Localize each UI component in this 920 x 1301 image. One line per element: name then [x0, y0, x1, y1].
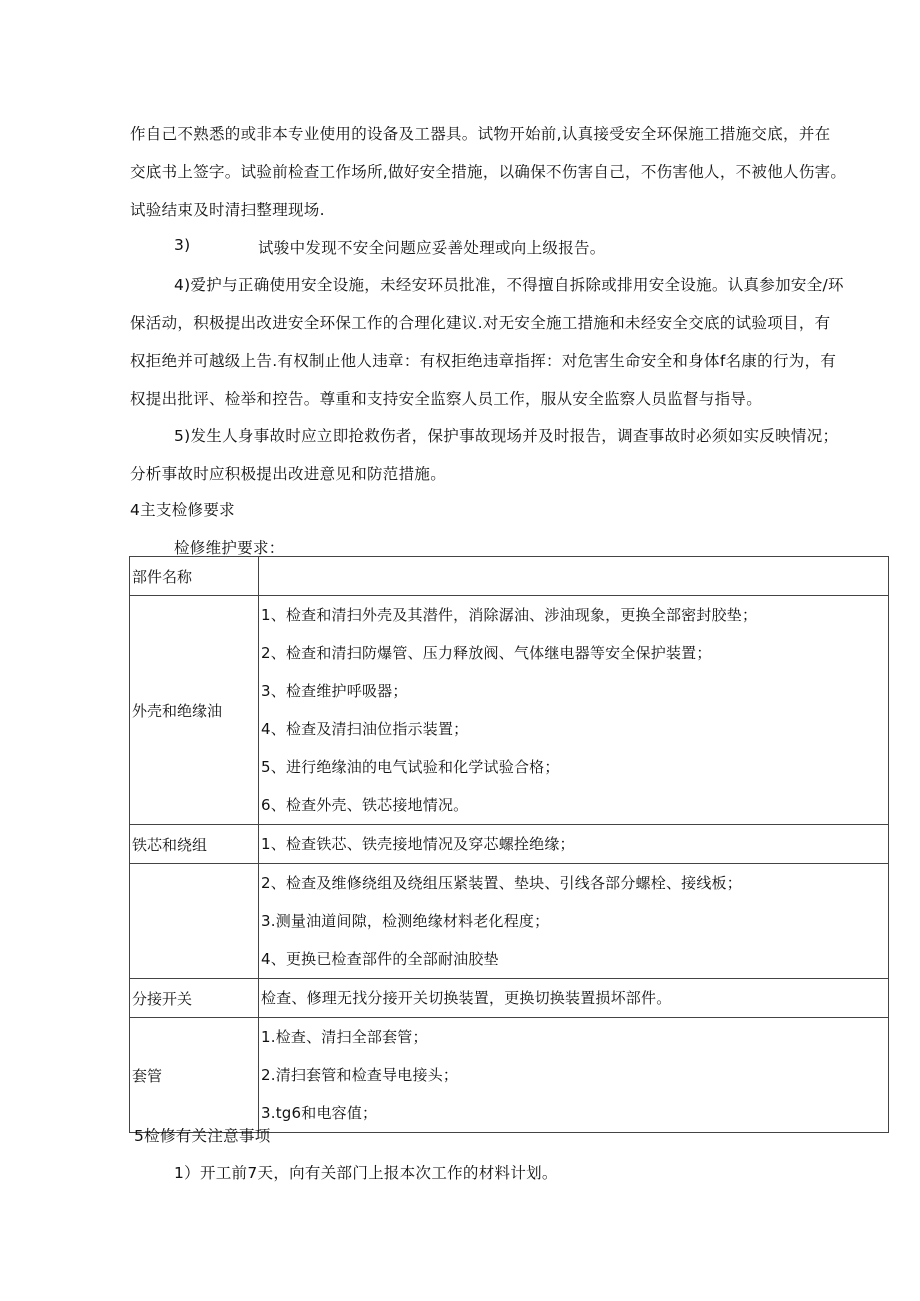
requirement-item: 4、检查及清扫油位指示装置；: [261, 720, 469, 738]
paragraph-line: 5)发生人身事故时应立即抢救伤者，保护事故现场并及时报告，调查事故时必须如实反映情况；: [174, 427, 839, 445]
table-row: [130, 825, 889, 864]
requirements-cell: [259, 864, 889, 979]
requirement-item: 检查、修理无找分接开关切换装置，更换切换装置损坏部件。: [261, 989, 672, 1007]
component-name: 铁芯和绕组: [130, 825, 259, 864]
paragraph-line: 作自己不熟悉的或非本专业使用的设备及工器具。试物开始前,认真接受安全环保施工措施交底，并在: [130, 125, 831, 143]
paragraph-line: 交底书上签字。试验前检查工作场所,做好安全措施，以确保不伤害自己，不伤害他人，不被他人伤害。: [130, 163, 847, 181]
requirement-item: 4、更换已检查部件的全部耐油胶垫: [261, 950, 499, 968]
requirement-item: 2、检查及维修绕组及绕组压紧装置、垫块、引线各部分螺栓、接线板；: [261, 874, 742, 892]
list-item-text: 试骏中发现不安全问题应妥善处理或向上级报告。: [258, 239, 606, 257]
table-header-cell: [259, 557, 889, 596]
requirement-item: 3.测量油道间隙，检测绝缘材料老化程度；: [261, 912, 550, 930]
requirements-cell: [259, 596, 889, 825]
section-heading: 4主支检修要求: [130, 501, 235, 519]
component-name: 套管: [130, 1018, 259, 1133]
maintenance-table: [129, 556, 889, 1133]
list-item-number: 3): [174, 236, 191, 254]
requirement-item: 1、检查和清扫外壳及其潜件，消除潺油、涉油现象，更换全部密封胶垫；: [261, 606, 758, 624]
paragraph-line: 权拒绝并可越级上告.有权制止他人违章：有权拒绝违章指挥：对危害生命安全和身体f名康的行为，有: [130, 352, 837, 370]
list-item-text: 1）开工前7天，向有关部门上报本次工作的材料计划。: [174, 1164, 558, 1182]
section-subheading: 检修维护要求：: [174, 539, 285, 557]
table-row: [130, 979, 889, 1018]
requirement-item: 2.清扫套管和检查导电接头；: [261, 1066, 459, 1084]
requirement-item: 1、检查铁芯、铁壳接地情况及穿芯螺拴绝缘；: [261, 835, 575, 853]
paragraph-line: 权提出批评、检举和控告。尊重和支持安全监察人员工作，服从安全监察人员监督与指导。: [130, 390, 763, 408]
component-name: 外壳和绝缘油: [130, 596, 259, 825]
table-header-row: [130, 557, 889, 596]
table-header-cell: 部件名称: [130, 557, 259, 596]
paragraph-line: 4)爱护与正确使用安全设施，未经安环员批准，不得擅自拆除或排用安全设施。认真参加安全/环: [174, 276, 844, 294]
section-heading: 5检修有关注意事项: [134, 1127, 271, 1145]
table-row: [130, 864, 889, 979]
requirement-item: 3、检查维护呼吸器；: [261, 682, 408, 700]
requirements-cell: [259, 1018, 889, 1133]
requirement-item: 6、检查外壳、铁芯接地情况。: [261, 796, 469, 814]
component-name: 分接开关: [130, 979, 259, 1018]
table-row: [130, 1018, 889, 1133]
table-row: [130, 596, 889, 825]
paragraph-line: 试验结束及时清扫整理现场.: [130, 201, 325, 219]
requirement-item: 2、检查和清扫防爆管、压力释放阀、气体继电器等安全保护装置；: [261, 644, 712, 662]
requirement-item: 5、进行绝缘油的电气试验和化学试验合格；: [261, 758, 560, 776]
component-name-empty: [130, 864, 259, 979]
requirement-item: 1.检查、清扫全部套管；: [261, 1028, 428, 1046]
requirements-cell: [259, 979, 889, 1018]
requirements-cell: [259, 825, 889, 864]
paragraph-line: 分析事故时应积极提出改进意见和防范措施。: [130, 465, 447, 483]
paragraph-line: 保活动，积极提出改进安全环保工作的合理化建议.对无安全施工措施和未经安全交底的试验项目，有: [130, 314, 831, 332]
requirement-item: 3.tg6和电容值；: [261, 1104, 378, 1122]
